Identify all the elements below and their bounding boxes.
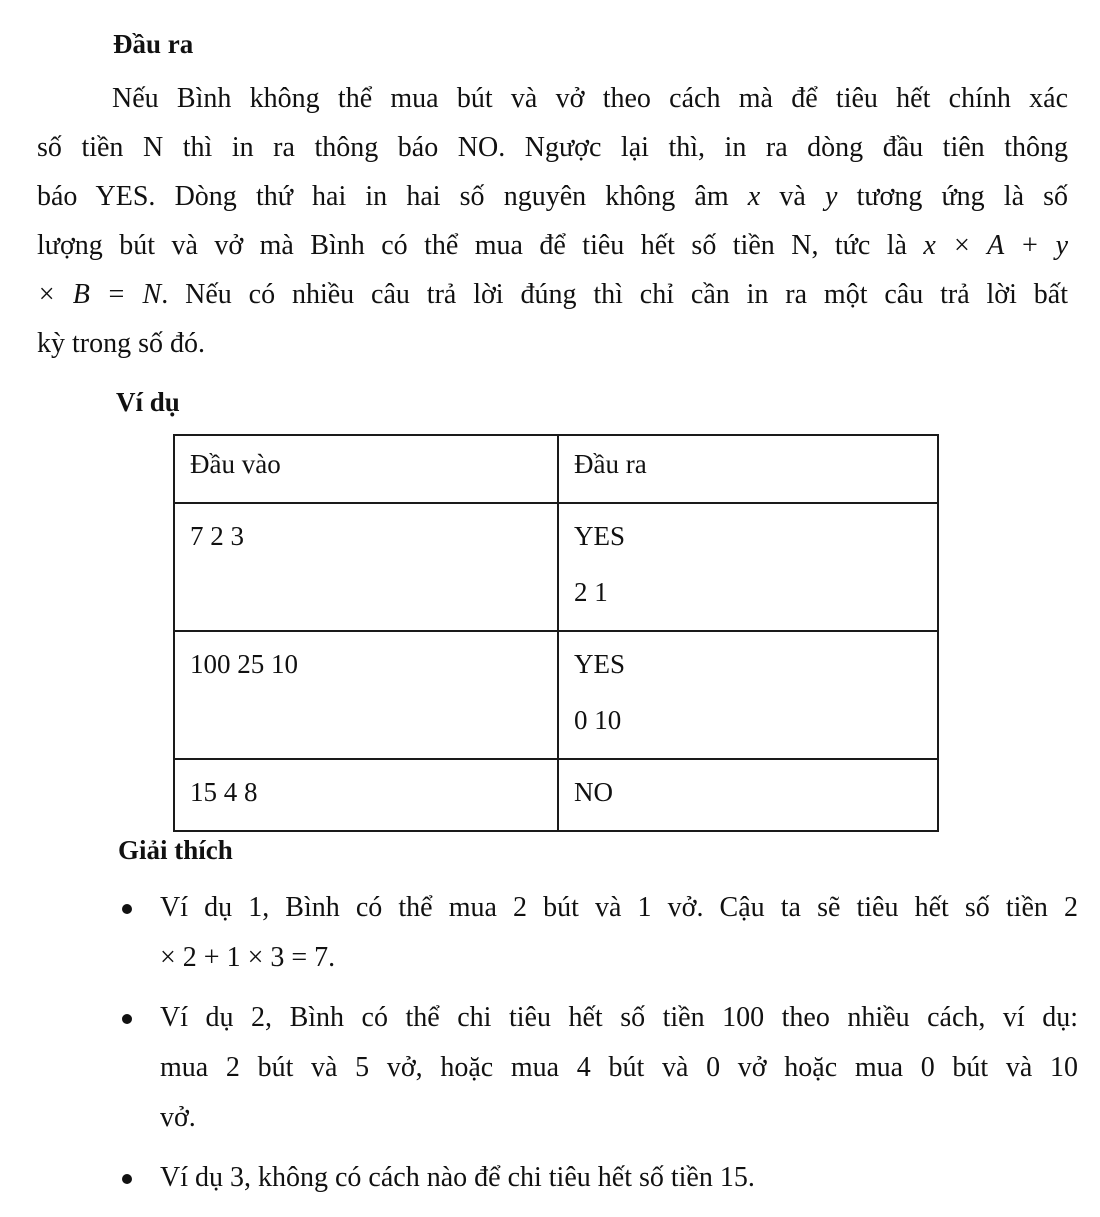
math-var-x: x (747, 181, 761, 212)
explanation-list (118, 883, 1078, 1213)
paragraph-text: và (779, 181, 806, 212)
list-item-line: × 2 + 1 × 3 = 7. (160, 942, 336, 973)
table-row (174, 759, 938, 831)
list-item (118, 883, 1078, 983)
paragraph-text: lượng bút và vở mà Bình có thể mua để tiêu hết số tiền N, tức là (37, 230, 907, 261)
list-item-line: Ví dụ 1, Bình có thể mua 2 bút và 1 vở. Cậu ta sẽ tiêu hết số tiền 2 (160, 892, 1078, 923)
output-value: 2 1 (574, 577, 608, 607)
paragraph-line: Nếu Bình không thể mua bút và vở theo cách mà để tiêu hết chính xác (112, 83, 1068, 114)
bullet-icon (122, 904, 132, 914)
output-value: YES (574, 649, 626, 679)
input-value: 15 4 8 (190, 777, 258, 807)
math-formula: × B = N (37, 279, 162, 310)
input-value: 7 2 3 (190, 521, 244, 551)
table-cell-output (558, 759, 938, 831)
output-value: NO (574, 777, 613, 807)
table-header-cell (558, 435, 938, 503)
table-header-row (174, 435, 938, 503)
math-formula: x × A + y (923, 230, 1068, 261)
table-cell-input (174, 759, 558, 831)
example-heading: Ví dụ (116, 387, 180, 417)
example-table (173, 434, 939, 832)
bullet-icon (122, 1174, 132, 1184)
table-cell-input (174, 631, 558, 759)
table-row (174, 503, 938, 631)
header-output-label: Đầu ra (574, 449, 647, 479)
list-item (118, 1153, 1078, 1203)
paragraph-line (37, 270, 1068, 319)
list-item-line: Ví dụ 2, Bình có thể chi tiêu hết số tiền 100 theo nhiều cách, ví dụ: (160, 1002, 1078, 1033)
explanation-heading: Giải thích (118, 835, 233, 865)
paragraph-text: tương ứng là số (856, 181, 1069, 212)
list-item-line: Ví dụ 3, không có cách nào để chi tiêu hết số tiền 15. (160, 1162, 755, 1193)
table-cell-input (174, 503, 558, 631)
input-value: 100 25 10 (190, 649, 298, 679)
bullet-icon (122, 1014, 132, 1024)
paragraph-text: . Nếu có nhiều câu trả lời đúng thì chỉ cần in ra một câu trả lời bất (161, 279, 1068, 310)
output-description (37, 74, 1068, 368)
output-value: 0 10 (574, 705, 622, 735)
table-header-cell (174, 435, 558, 503)
list-item-line: vở. (160, 1102, 196, 1133)
paragraph-line (37, 221, 1068, 270)
output-heading: Đầu ra (113, 29, 194, 59)
header-input-label: Đầu vào (190, 449, 281, 479)
table-cell-output (558, 503, 938, 631)
paragraph-text: báo YES. Dòng thứ hai in hai số nguyên không âm (37, 181, 729, 212)
paragraph-line (37, 172, 1068, 221)
table-cell-output (558, 631, 938, 759)
math-var-y: y (824, 181, 838, 212)
output-value: YES (574, 521, 626, 551)
paragraph-line: kỳ trong số đó. (37, 328, 205, 359)
list-item-line: mua 2 bút và 5 vở, hoặc mua 4 bút và 0 vở hoặc mua 0 bút và 10 (160, 1052, 1078, 1083)
paragraph-line: số tiền N thì in ra thông báo NO. Ngược lại thì, in ra dòng đầu tiên thông (37, 132, 1068, 163)
table-row (174, 631, 938, 759)
list-item (118, 993, 1078, 1143)
